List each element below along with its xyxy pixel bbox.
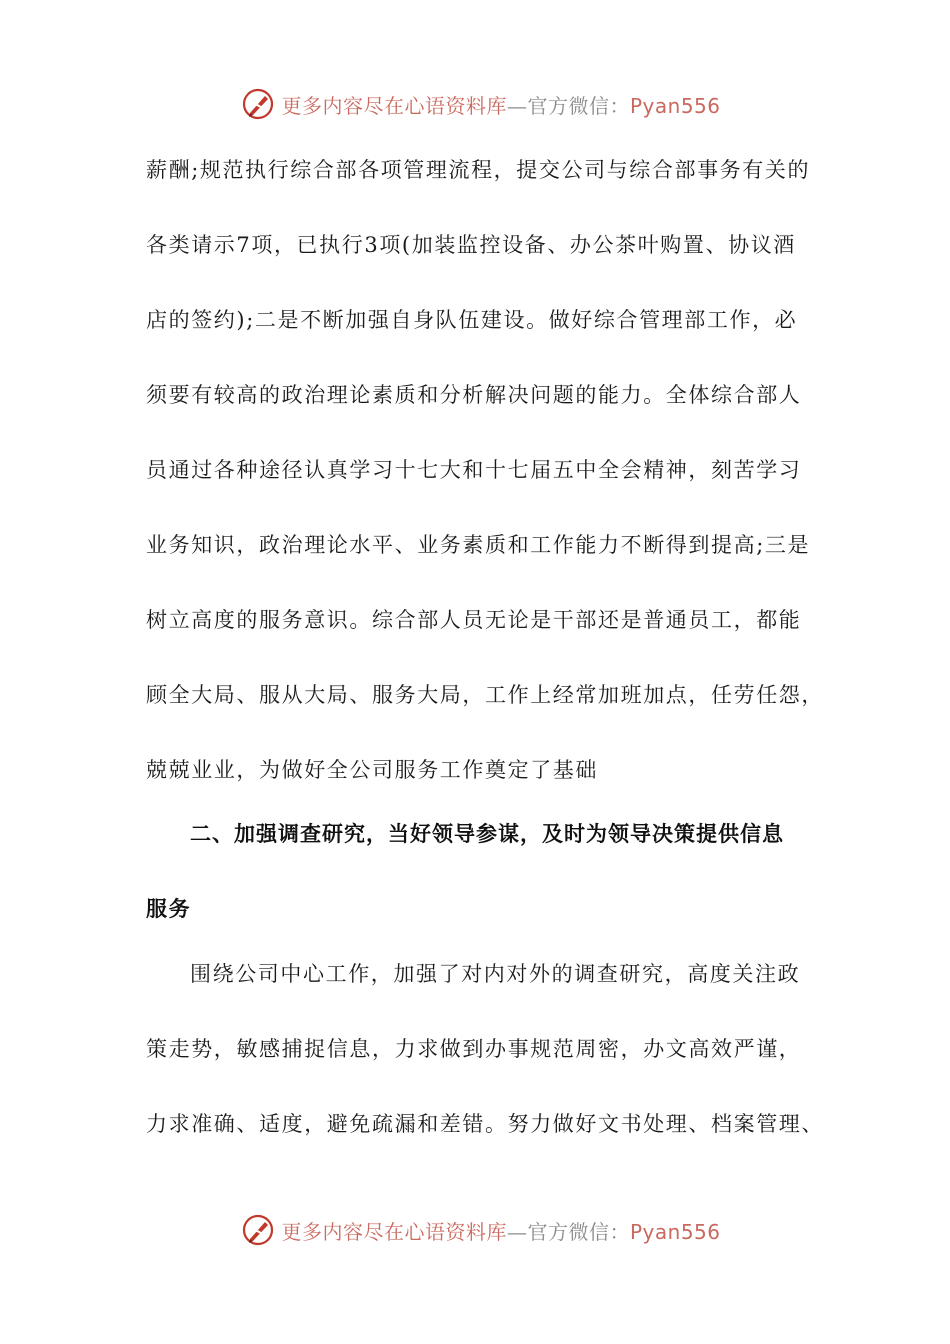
section-heading: 二、加强调查研究，当好领导参谋，及时为领导决策提供信息 (190, 822, 784, 846)
header-banner-wechat: Pyan556 (629, 93, 721, 118)
footer-banner-wechat: Pyan556 (629, 1219, 721, 1244)
body-line: 薪酬;规范执行综合部各项管理流程，提交公司与综合部事务有关的 (146, 158, 811, 182)
body-line: 业务知识，政治理论水平、业务素质和工作能力不断得到提高;三是 (146, 533, 811, 557)
header-banner-dash: —官方微信： (506, 93, 630, 118)
body-line: 员通过各种途径认真学习十七大和十七届五中全会精神，刻苦学习 (146, 458, 802, 482)
header-banner (0, 82, 950, 126)
header-banner-main: 更多内容尽在心语资料库 (281, 93, 507, 118)
pen-logo-icon (241, 1213, 275, 1247)
body-line: 兢兢业业，为做好全公司服务工作奠定了基础 (146, 758, 598, 782)
paragraph-line: 策走势，敏感捕捉信息，力求做到办事规范周密，办文高效严谨， (146, 1037, 802, 1061)
pen-logo-icon (241, 87, 275, 121)
body-line: 须要有较高的政治理论素质和分析解决问题的能力。全体综合部人 (146, 383, 802, 407)
footer-banner-text (281, 1216, 720, 1245)
footer-banner-inner (241, 1213, 720, 1247)
body-line: 各类请示7项，已执行3项(加装监控设备、办公茶叶购置、协议酒 (146, 233, 796, 257)
paragraph-line: 力求准确、适度，避免疏漏和差错。努力做好文书处理、档案管理、 (146, 1112, 824, 1136)
body-line: 顾全大局、服从大局、服务大局，工作上经常加班加点，任劳任怨， (146, 683, 824, 707)
paragraph-line: 围绕公司中心工作，加强了对内对外的调查研究，高度关注政 (190, 962, 801, 986)
footer-banner-main: 更多内容尽在心语资料库 (281, 1219, 507, 1244)
section-heading-continued: 服务 (146, 897, 192, 921)
body-line: 店的签约);二是不断加强自身队伍建设。做好综合管理部工作，必 (146, 308, 798, 332)
footer-banner (0, 1208, 950, 1252)
body-line: 树立高度的服务意识。综合部人员无论是干部还是普通员工，都能 (146, 608, 802, 632)
header-banner-inner (241, 87, 720, 121)
header-banner-text (281, 90, 720, 119)
footer-banner-dash: —官方微信： (506, 1219, 630, 1244)
